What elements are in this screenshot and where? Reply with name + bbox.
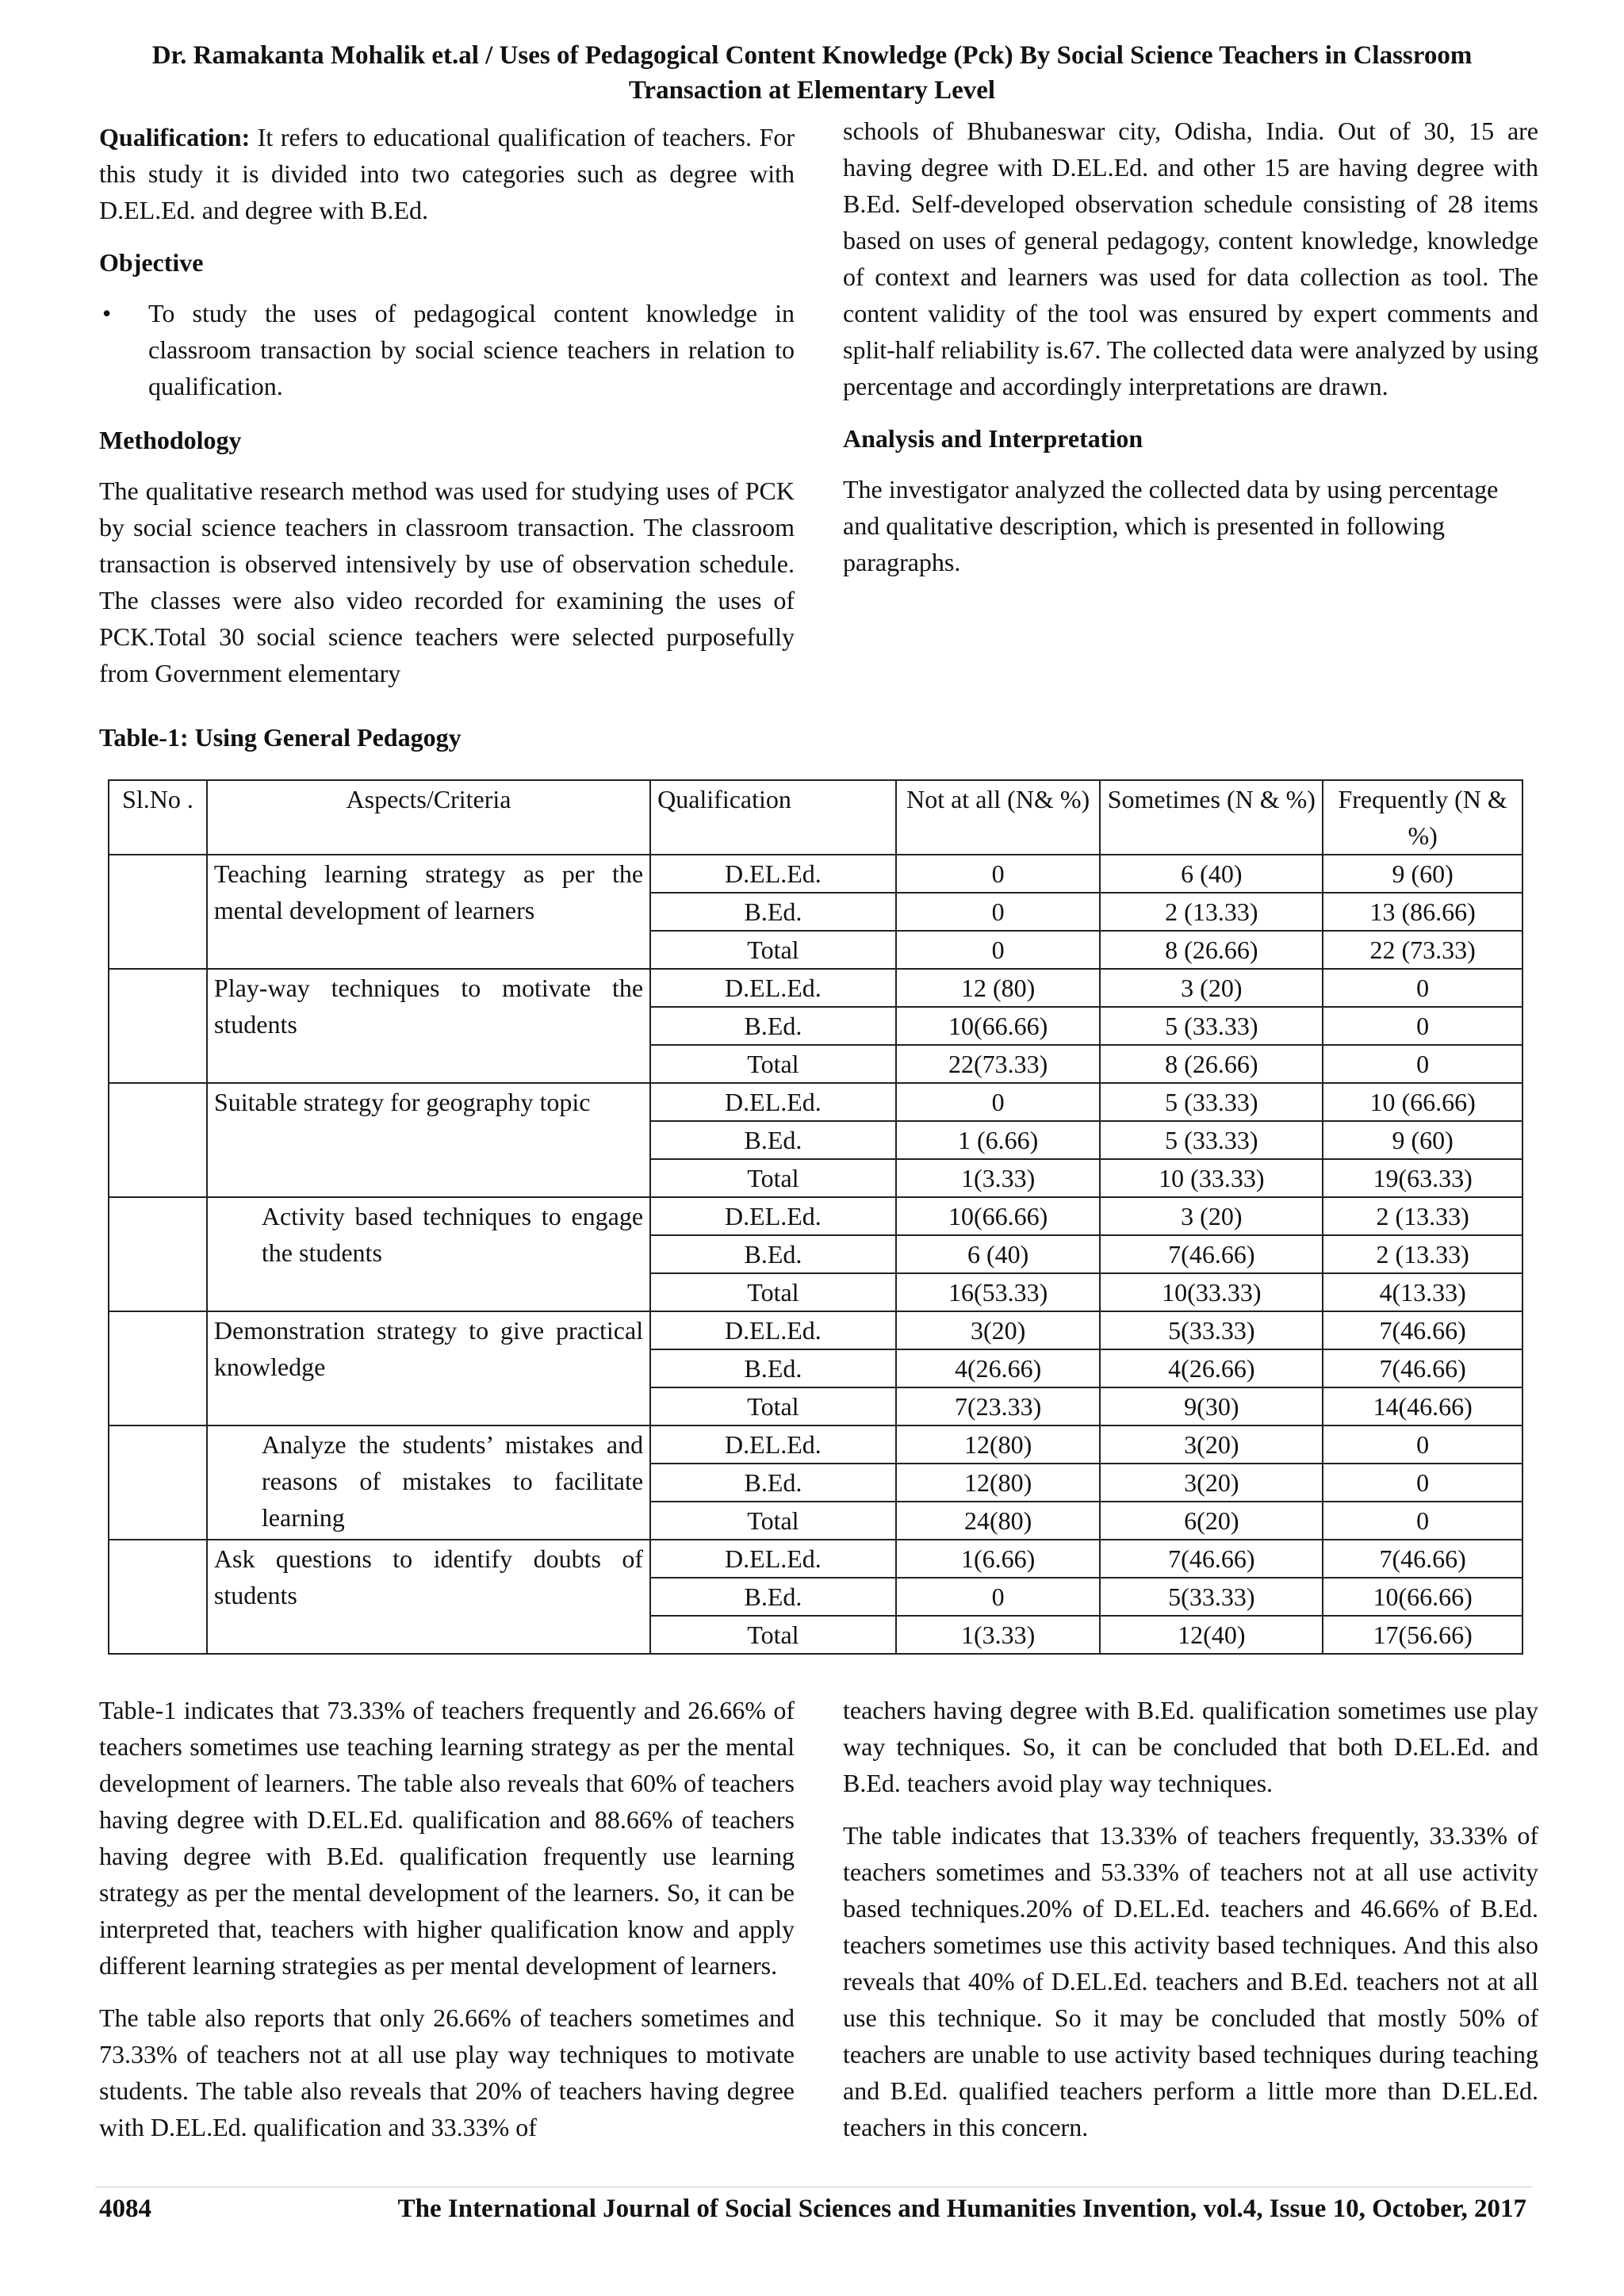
cell-qualification: B.Ed. — [650, 1007, 896, 1045]
cell-qualification: D.EL.Ed. — [650, 1540, 896, 1578]
cell-not-at-all: 12(80) — [896, 1425, 1101, 1464]
cell-qualification: Total — [650, 931, 896, 969]
cell-sl-no — [109, 1540, 207, 1654]
running-header-line-2: Transaction at Elementary Level — [628, 76, 996, 105]
cell-aspect-text: Ask questions to identify doubts of students — [213, 1544, 644, 1609]
header-qualification: Qualification — [650, 780, 896, 855]
cell-sometimes: 10 (33.33) — [1100, 1159, 1323, 1197]
cell-frequently: 7(46.66) — [1323, 1540, 1522, 1578]
cell-sometimes: 5 (33.33) — [1100, 1083, 1323, 1121]
cell-not-at-all: 12 (80) — [896, 969, 1101, 1007]
cell-frequently: 9 (60) — [1323, 855, 1522, 893]
cell-not-at-all: 24(80) — [896, 1502, 1101, 1540]
cell-frequently: 0 — [1323, 1045, 1522, 1083]
right-column-bottom — [843, 1692, 1538, 2161]
cell-qualification: D.EL.Ed. — [650, 1197, 896, 1235]
table-header-row — [109, 780, 1522, 855]
cell-qualification: D.EL.Ed. — [650, 1311, 896, 1349]
cell-not-at-all: 3(20) — [896, 1311, 1101, 1349]
cell-frequently: 4(13.33) — [1323, 1273, 1522, 1311]
methodology-continued-paragraph: schools of Bhubaneswar city, Odisha, India. Out of 30, 15 are having degree with D.EL.Ed. and other 15 are having degree with B.Ed. Self-developed observation schedule consisting of 28 items based on uses of general pedagogy, content knowledge, knowledge of context and learners was used for data collection as tool. The content validity of the tool was ensured by expert comments and split-half reliability is.67. The collected data were analyzed by using percentage and accordingly interpretations are drawn. — [843, 117, 1538, 400]
cell-aspect-text: Analyze the students’ mistakes and reasons of mistakes to facilitate learning — [261, 1430, 644, 1532]
cell-sl-no — [109, 1083, 207, 1197]
cell-sometimes: 5 (33.33) — [1100, 1121, 1323, 1159]
cell-not-at-all: 1(3.33) — [896, 1616, 1101, 1654]
table-row — [109, 1540, 1522, 1578]
cell-not-at-all: 1 (6.66) — [896, 1121, 1101, 1159]
methodology-heading: Methodology — [99, 426, 242, 454]
cell-qualification: Total — [650, 1387, 896, 1425]
cell-qualification: D.EL.Ed. — [650, 969, 896, 1007]
methodology-paragraph: The qualitative research method was used for studying uses of PCK by social science teachers in classroom transaction. The classroom transaction is observed intensively by use of observation schedule. The classes were also video recorded for examining the uses of PCK.Total 30 social science teachers were selected purposefully from Government elementary — [99, 476, 795, 687]
cell-frequently: 2 (13.33) — [1323, 1235, 1522, 1273]
cell-sl-no — [109, 1425, 207, 1540]
header-sometimes: Sometimes (N & %) — [1100, 780, 1323, 855]
cell-frequently: 7(46.66) — [1323, 1349, 1522, 1387]
cell-not-at-all: 1(6.66) — [896, 1540, 1101, 1578]
qualification-paragraph — [99, 119, 795, 228]
cell-not-at-all: 10(66.66) — [896, 1007, 1101, 1045]
cell-frequently: 14(46.66) — [1323, 1387, 1522, 1425]
left-column-top — [99, 119, 795, 707]
cell-not-at-all: 0 — [896, 893, 1101, 931]
cell-sl-no — [109, 1197, 207, 1311]
bullet-icon: • — [102, 299, 112, 327]
cell-qualification: Total — [650, 1045, 896, 1083]
qualification-lead: Qualification: — [99, 123, 251, 151]
cell-frequently: 13 (86.66) — [1323, 893, 1522, 931]
cell-aspect — [207, 1197, 650, 1311]
cell-aspect — [207, 1540, 650, 1654]
cell-qualification: B.Ed. — [650, 1121, 896, 1159]
cell-frequently: 19(63.33) — [1323, 1159, 1522, 1197]
cell-not-at-all: 0 — [896, 855, 1101, 893]
cell-frequently: 10(66.66) — [1323, 1578, 1522, 1616]
cell-sl-no — [109, 969, 207, 1083]
cell-qualification: D.EL.Ed. — [650, 855, 896, 893]
table-row — [109, 855, 1522, 893]
header-not-at-all: Not at all (N& %) — [896, 780, 1101, 855]
cell-aspect-text: Play-way techniques to motivate the students — [213, 974, 644, 1039]
cell-not-at-all: 10(66.66) — [896, 1197, 1101, 1235]
cell-qualification: B.Ed. — [650, 893, 896, 931]
cell-not-at-all: 0 — [896, 1083, 1101, 1121]
page-footer — [99, 2195, 1526, 2224]
cell-qualification: Total — [650, 1616, 896, 1654]
interpretation-paragraph-3: teachers having degree with B.Ed. qualification sometimes use play way techniques. So, it can be concluded that both D.EL.Ed. and B.Ed. teachers avoid play way techniques. — [843, 1696, 1538, 1797]
cell-sometimes: 5(33.33) — [1100, 1311, 1323, 1349]
cell-sometimes: 8 (26.66) — [1100, 931, 1323, 969]
cell-sl-no — [109, 855, 207, 969]
cell-aspect-text: Activity based techniques to engage the students — [261, 1202, 644, 1267]
analysis-heading: Analysis and Interpretation — [843, 424, 1143, 453]
cell-frequently: 22 (73.33) — [1323, 931, 1522, 969]
cell-qualification: D.EL.Ed. — [650, 1083, 896, 1121]
cell-sometimes: 6(20) — [1100, 1502, 1323, 1540]
cell-qualification: Total — [650, 1273, 896, 1311]
cell-sometimes: 3(20) — [1100, 1464, 1323, 1502]
cell-aspect — [207, 1083, 650, 1197]
cell-frequently: 2 (13.33) — [1323, 1197, 1522, 1235]
cell-frequently: 9 (60) — [1323, 1121, 1522, 1159]
cell-sometimes: 10(33.33) — [1100, 1273, 1323, 1311]
cell-qualification: B.Ed. — [650, 1235, 896, 1273]
page-number: 4084 — [99, 2195, 151, 2223]
table-row — [109, 1083, 1522, 1121]
qualification-text: It refers to educational qualification of teachers. For this study it is divided into two categories such as degree with D.EL.Ed. and degree with B.Ed. — [99, 123, 795, 224]
running-header — [95, 38, 1529, 108]
cell-aspect — [207, 1425, 650, 1540]
journal-citation: The International Journal of Social Sciences and Humanities Invention, vol.4, Issue 10, October, 2017 — [397, 2195, 1526, 2223]
interpretation-paragraph-2: The table also reports that only 26.66% of teachers sometimes and 73.33% of teachers not at all use play way techniques to motivate students. The table also reveals that 20% of teachers having degree with D.EL.Ed. qualification and 33.33% of — [99, 2003, 795, 2141]
cell-not-at-all: 22(73.33) — [896, 1045, 1101, 1083]
header-sl-no: Sl.No . — [109, 780, 207, 855]
right-column-top — [843, 113, 1538, 596]
cell-sometimes: 2 (13.33) — [1100, 893, 1323, 931]
cell-not-at-all: 0 — [896, 931, 1101, 969]
cell-aspect-text: Demonstration strategy to give practical knowledge — [213, 1316, 644, 1381]
cell-qualification: B.Ed. — [650, 1464, 896, 1502]
cell-sometimes: 5 (33.33) — [1100, 1007, 1323, 1045]
cell-frequently: 0 — [1323, 1464, 1522, 1502]
table-title: Table-1: Using General Pedagogy — [99, 723, 462, 752]
cell-not-at-all: 16(53.33) — [896, 1273, 1101, 1311]
cell-aspect — [207, 855, 650, 969]
cell-not-at-all: 6 (40) — [896, 1235, 1101, 1273]
header-aspects: Aspects/Criteria — [207, 780, 650, 855]
cell-aspect — [207, 969, 650, 1083]
cell-qualification: B.Ed. — [650, 1349, 896, 1387]
analysis-paragraph: The investigator analyzed the collected data by using percentage and qualitative description, which is presented in following paragraphs. — [843, 475, 1499, 576]
cell-qualification: B.Ed. — [650, 1578, 896, 1616]
cell-frequently: 0 — [1323, 1502, 1522, 1540]
cell-sometimes: 7(46.66) — [1100, 1540, 1323, 1578]
cell-not-at-all: 0 — [896, 1578, 1101, 1616]
cell-frequently: 0 — [1323, 969, 1522, 1007]
objective-bullet-text: To study the uses of pedagogical content knowledge in classroom transaction by social science teachers in relation to qualification. — [148, 299, 795, 400]
cell-not-at-all: 12(80) — [896, 1464, 1101, 1502]
cell-not-at-all: 1(3.33) — [896, 1159, 1101, 1197]
cell-sometimes: 5(33.33) — [1100, 1578, 1323, 1616]
cell-frequently: 0 — [1323, 1007, 1522, 1045]
table-row — [109, 1425, 1522, 1464]
cell-frequently: 17(56.66) — [1323, 1616, 1522, 1654]
left-column-bottom — [99, 1692, 795, 2161]
cell-qualification: D.EL.Ed. — [650, 1425, 896, 1464]
cell-sometimes: 8 (26.66) — [1100, 1045, 1323, 1083]
cell-not-at-all: 7(23.33) — [896, 1387, 1101, 1425]
cell-qualification: Total — [650, 1502, 896, 1540]
cell-sometimes: 3 (20) — [1100, 969, 1323, 1007]
interpretation-paragraph-1: Table-1 indicates that 73.33% of teachers frequently and 26.66% of teachers sometimes use teaching learning strategy as per the mental development of learners. The table also reveals that 60% of teachers having degree with D.EL.Ed. qualification and 88.66% of teachers having degree with B.Ed. qualification frequently use learning strategy as per the mental development of the learners. So, it can be interpreted that, teachers with higher qualification know and apply different learning strategies as per mental development of learners. — [99, 1696, 795, 1980]
table-row — [109, 969, 1522, 1007]
cell-sometimes: 3 (20) — [1100, 1197, 1323, 1235]
table-row — [109, 1311, 1522, 1349]
table-row — [109, 1197, 1522, 1235]
running-header-line-1: Dr. Ramakanta Mohalik et.al / Uses of Pedagogical Content Knowledge (Pck) By Social Science Teachers in Classroom — [151, 41, 1473, 70]
objective-heading: Objective — [99, 248, 204, 277]
cell-not-at-all: 4(26.66) — [896, 1349, 1101, 1387]
cell-sometimes: 12(40) — [1100, 1616, 1323, 1654]
cell-frequently: 7(46.66) — [1323, 1311, 1522, 1349]
general-pedagogy-table — [108, 779, 1523, 1655]
cell-sometimes: 9(30) — [1100, 1387, 1323, 1425]
objective-bullet — [99, 295, 795, 404]
cell-aspect-text: Teaching learning strategy as per the mental development of learners — [213, 859, 644, 924]
cell-sl-no — [109, 1311, 207, 1425]
cell-aspect — [207, 1311, 650, 1425]
cell-aspect-text: Suitable strategy for geography topic — [213, 1088, 591, 1116]
interpretation-paragraph-4: The table indicates that 13.33% of teachers frequently, 33.33% of teachers sometimes and 53.33% of teachers not at all use activity based techniques.20% of D.EL.Ed. teachers and 46.66% of B.Ed. teachers sometimes use this activity based techniques. And this also reveals that 40% of D.EL.Ed. teachers and B.Ed. teachers not at all use this technique. So it may be concluded that mostly 50% of teachers are unable to use activity based techniques during teaching and B.Ed. qualified teachers perform a little more than D.EL.Ed. teachers in this concern. — [843, 1821, 1538, 2141]
cell-sometimes: 6 (40) — [1100, 855, 1323, 893]
cell-qualification: Total — [650, 1159, 896, 1197]
cell-sometimes: 7(46.66) — [1100, 1235, 1323, 1273]
cell-frequently: 10 (66.66) — [1323, 1083, 1522, 1121]
cell-frequently: 0 — [1323, 1425, 1522, 1464]
table-body — [109, 855, 1522, 1654]
header-frequently: Frequently (N & %) — [1323, 780, 1522, 855]
cell-sometimes: 3(20) — [1100, 1425, 1323, 1464]
cell-sometimes: 4(26.66) — [1100, 1349, 1323, 1387]
